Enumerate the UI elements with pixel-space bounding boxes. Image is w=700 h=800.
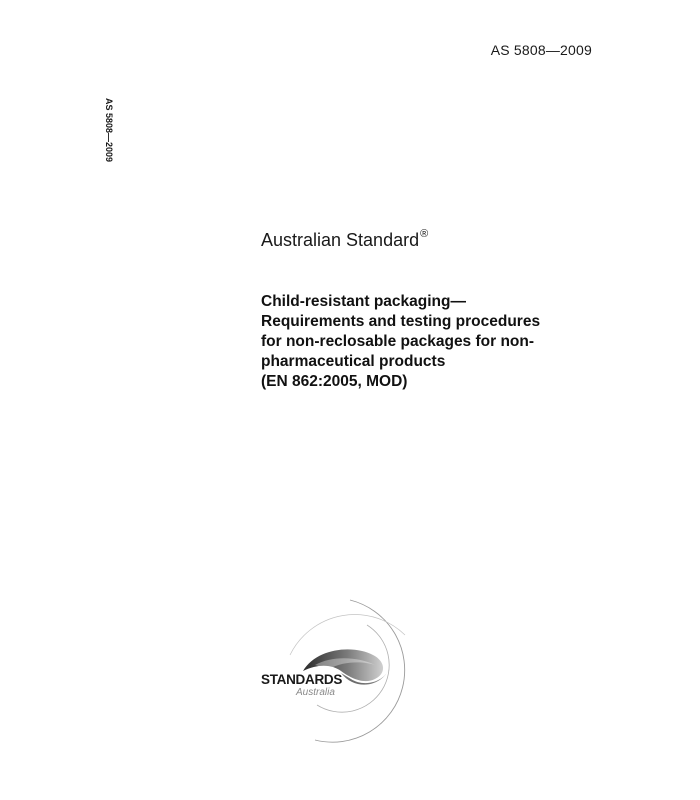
logo-wordmark-australia: Australia [296,687,335,698]
standard-series-heading [261,228,428,251]
logo-wordmark-standards: STANDARDS [261,672,343,687]
title-line-4: pharmaceutical products [261,353,446,370]
registered-trademark-mark: ® [420,228,429,240]
title-line-5: (EN 862:2005, MOD) [261,373,408,390]
title-line-3: for non-reclosable packages for non- [261,333,535,350]
title-line-1: Child-resistant packaging— [261,293,466,310]
document-title [261,292,601,392]
title-line-2: Requirements and testing procedures [261,313,541,330]
series-heading-text: Australian Standard [261,230,420,250]
spine-document-number: AS 5808—2009 [104,98,114,163]
document-number: AS 5808—2009 [490,42,592,58]
standards-australia-logo [255,595,425,755]
